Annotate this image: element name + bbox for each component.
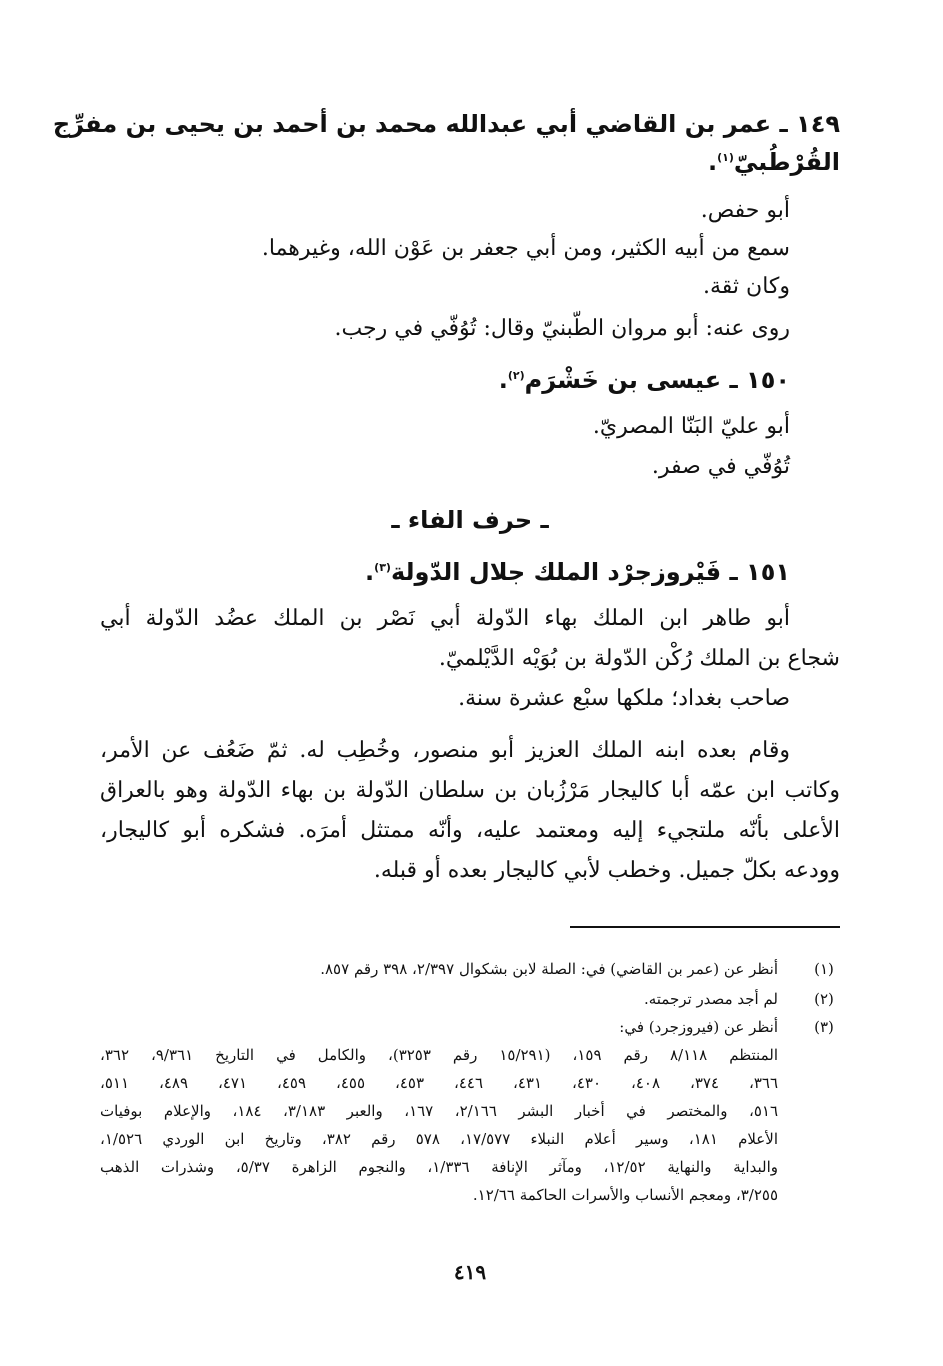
footnote-3-line6: ٣/٢٥٥، ومعجم الأنساب والأسرات الحاكمة ١٢/٦٦.: [472, 1186, 778, 1204]
footnote-3-text: أنظر عن (فيروزجرد) في:: [619, 1018, 778, 1036]
footnote-3-number: (٣): [814, 1018, 834, 1036]
footnote-3-line1: المنتظم ٨/١١٨ رقم ١٥٩، (١٥/٢٩١ رقم ٣٢٥٣)، والكامل في التاريخ ٩/٣٦١، ٣٦٢،: [100, 1046, 778, 1064]
entry-150-kunya: أبو عليّ البَنّا المصريّ.: [592, 414, 790, 439]
footnote-3-line3: ٥١٦، والمختصر في أخبار البشر ٢/١٦٦، ١٦٧، والعبر ٣/١٨٣، ١٨٤، والإعلام بوفيات: [100, 1102, 778, 1120]
footnote-2-text: لم أجد مصدر ترجمته.: [643, 990, 778, 1008]
entry-149-trustworthy: وكان ثقة.: [703, 274, 790, 299]
entry-150-heading: [499, 366, 790, 394]
entry-150-name: ١٥٠ ـ عيسى بن خَشْرَم: [524, 366, 790, 394]
entry-151-heading-tail: .: [365, 558, 375, 586]
entry-151-narrative-line4: وودعه بكلّ جميل. وخطب لأبي كاليجار بعده أو قبله.: [373, 858, 840, 883]
footnote-2-number: (٢): [814, 990, 834, 1008]
footnote-ref-1: (١): [717, 151, 734, 164]
entry-151-narrative-line2: وكاتب ابن عمّه أبا كاليجار مَرْزُبان بن سلطان الدّولة بن بهاء الدّولة وهو بالعراق: [100, 778, 840, 803]
entry-149-nisba: القُرْطُبيّ: [733, 148, 840, 176]
entry-151-ruler-of-baghdad: صاحب بغداد؛ ملكها سبْع عشرة سنة.: [458, 686, 790, 711]
footnote-1-text: أنظر عن (عمر بن القاضي) في: الصلة لابن بشكوال ٢/٣٩٧، ٣٩٨ رقم ٨٥٧.: [320, 960, 778, 978]
footnote-3-line4: الأعلام ١٨١، وسير أعلام النبلاء ١٧/٥٧٧، ٥٧٨ رقم ٣٨٢، وتاريخ ابن الوردي ١/٥٢٦،: [100, 1130, 778, 1148]
entry-151-heading: [365, 558, 790, 586]
entry-149-heading-line1: ١٤٩ ـ عمر بن القاضي أبي عبدالله محمد بن أحمد بن يحيى بن مفرِّج: [52, 110, 840, 138]
entry-151-name: ١٥١ ـ فَيْروزجرْد الملك جلال الدّولة: [390, 558, 790, 586]
footnote-3-line5: والبداية والنهاية ١٢/٥٢، ومآثر الإنافة ١/٣٣٦، والنجوم الزاهرة ٥/٣٧، وشذرات الذهب: [100, 1158, 778, 1176]
entry-149-heading-line2: [708, 148, 840, 176]
entry-151-narrative-line1: وقام بعده ابنه الملك العزيز أبو منصور، وخُطِب له. ثمّ ضَعُف عن الأمر،: [100, 738, 790, 763]
footnote-separator: [570, 926, 840, 928]
entry-150-death: تُوُفّي في صفر.: [651, 454, 790, 479]
footnote-ref-2: (٢): [507, 369, 525, 382]
entry-149-heard-from: سمع من أبيه الكثير، ومن أبي جعفر بن عَوْن الله، وغيرهما.: [261, 236, 790, 261]
entry-151-lineage-line2: شجاع بن الملك رُكْن الدّولة بن بُوَيْه الدَّيْلميّ.: [438, 646, 840, 671]
entry-151-narrative-line3: الأعلى بأنّه ملتجيء إليه ومعتمد عليه، وأنّه ممتثل أمرَه. فشكره أبو كاليجار،: [100, 818, 840, 843]
footnote-1-number: (١): [814, 960, 834, 978]
entry-149-heading-tail: .: [707, 148, 718, 176]
footnote-3-line2: ٣٦٦، ٣٧٤، ٤٠٨، ٤٣٠، ٤٣١، ٤٤٦، ٤٥٣، ٤٥٥، ٤٥٩، ٤٧١، ٤٨٩، ٥١١،: [100, 1074, 779, 1092]
footnote-ref-3: (٣): [374, 561, 391, 574]
entry-151-lineage-line1: أبو طاهر ابن الملك بهاء الدّولة أبي نَصْر بن الملك عضُد الدّولة أبي: [100, 606, 790, 631]
entry-149-narrated-by: روى عنه: أبو مروان الطّبنيّ وقال: تُوُفّي في رجب.: [334, 316, 790, 341]
page-number: ٤١٩: [453, 1260, 487, 1284]
entry-149-kunya: أبو حفص.: [700, 198, 790, 223]
section-title: ـ حرف الفاء ـ: [391, 506, 549, 534]
entry-150-heading-tail: .: [498, 366, 508, 394]
